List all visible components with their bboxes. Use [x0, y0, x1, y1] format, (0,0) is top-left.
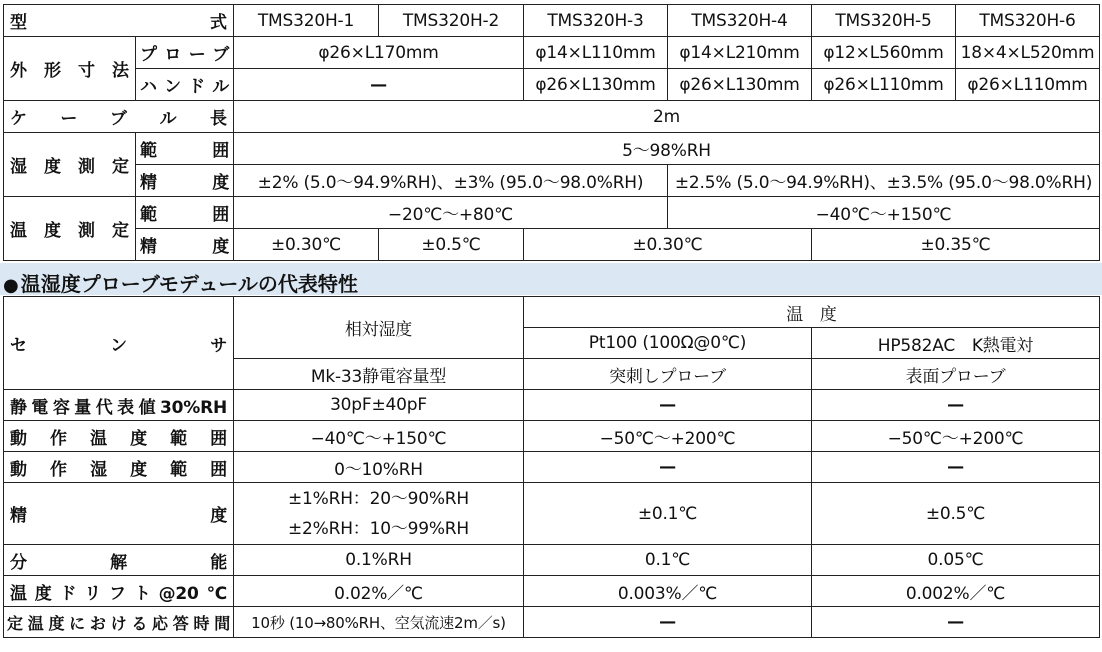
- handle-label: ハンドル: [136, 69, 234, 101]
- probe-h6: 18×4×L520mm: [956, 37, 1100, 69]
- hp582-cell: —: [812, 607, 1100, 638]
- table-row: [4, 452, 1100, 483]
- humidity-range-row: [4, 133, 1100, 165]
- cable-label: ケーブル長: [4, 101, 234, 133]
- outer-dims-label: 外形寸法: [4, 37, 136, 101]
- probe-row: [4, 37, 1100, 69]
- table-row: [4, 545, 1100, 576]
- row-label: 定温度における応答時間: [4, 607, 234, 638]
- probe-label: プローブ: [136, 37, 234, 69]
- characteristics-table: [3, 296, 1100, 638]
- hp582-cell: —: [812, 390, 1100, 421]
- probe-h12: φ26×L170mm: [234, 37, 524, 69]
- hp582-cell: —: [812, 452, 1100, 483]
- temp-accuracy-h56: ±0.35℃: [812, 229, 1100, 261]
- spec-table: [3, 4, 1100, 261]
- humidity-range-label: 範 囲: [136, 133, 234, 165]
- row-label: 動作温度範囲: [4, 421, 234, 452]
- handle-h4: φ26×L130mm: [668, 69, 812, 101]
- handle-h6: φ26×L110mm: [956, 69, 1100, 101]
- temp-range-right: −40℃〜+150℃: [668, 197, 1100, 229]
- humidity-cell: [234, 483, 524, 545]
- temp-accuracy-label: 精 度: [136, 229, 234, 261]
- model-row: [4, 5, 1100, 37]
- handle-h12: —: [234, 69, 524, 101]
- humidity-cell: 30pF±40pF: [234, 390, 524, 421]
- row-label: 分解能: [4, 545, 234, 576]
- hp582-header: HP582AC K熱電対: [812, 328, 1100, 359]
- humidity-accuracy-line-1: ±1%RH：20〜90%RH: [287, 488, 470, 509]
- model-h6: TMS320H-6: [956, 5, 1100, 37]
- section-title-text: 温湿度プローブモデュールの代表特性: [20, 272, 358, 296]
- sensor-label: センサ: [4, 297, 234, 390]
- probe-h5: φ12×L560mm: [812, 37, 956, 69]
- humidity-label: 湿度測定: [4, 133, 136, 197]
- model-h2: TMS320H-2: [379, 5, 524, 37]
- pt100-cell: —: [524, 390, 812, 421]
- humidity-accuracy-left: ±2% (5.0〜94.9%RH)、±3% (95.0〜98.0%RH): [234, 165, 668, 197]
- hp582-cell: ±0.5℃: [812, 483, 1100, 545]
- bullet-icon: ●: [3, 275, 19, 296]
- humidity-accuracy-line-2: ±2%RH：10〜99%RH: [287, 518, 470, 539]
- temp-accuracy-h2: ±0.5℃: [379, 229, 524, 261]
- probe-h3: φ14×L110mm: [524, 37, 668, 69]
- handle-h5: φ26×L110mm: [812, 69, 956, 101]
- pt100-cell: −50℃〜+200℃: [524, 421, 812, 452]
- cable-row: [4, 101, 1100, 133]
- model-h4: TMS320H-4: [668, 5, 812, 37]
- handle-h3: φ26×L130mm: [524, 69, 668, 101]
- model-h1: TMS320H-1: [234, 5, 379, 37]
- mk33-header: Mk-33静電容量型: [234, 359, 524, 390]
- humidity-cell: 0.1%RH: [234, 545, 524, 576]
- hp582-cell: 0.002%／℃: [812, 576, 1100, 607]
- row-label: 静電容量代表値30%RH: [4, 390, 234, 421]
- humidity-accuracy-label: 精 度: [136, 165, 234, 197]
- rel-humidity-header: 相対湿度: [234, 297, 524, 359]
- temp-range-left: −20℃〜+80℃: [234, 197, 668, 229]
- temperature-header: 温 度: [524, 297, 1100, 328]
- temp-range-label: 範 囲: [136, 197, 234, 229]
- temp-accuracy-h1: ±0.30℃: [234, 229, 379, 261]
- model-h3: TMS320H-3: [524, 5, 668, 37]
- temp-accuracy-h34: ±0.30℃: [524, 229, 812, 261]
- model-h5: TMS320H-5: [812, 5, 956, 37]
- pt100-cell: 0.003%／℃: [524, 576, 812, 607]
- table-row: [4, 576, 1100, 607]
- probe-h4: φ14×L210mm: [668, 37, 812, 69]
- surface-probe-header: 表面プローブ: [812, 359, 1100, 390]
- humidity-cell: 0.02%／℃: [234, 576, 524, 607]
- table-row: [4, 607, 1100, 638]
- humidity-cell: 10秒 (10→80%RH、空気流速2m／s): [234, 607, 524, 638]
- pt100-cell: 0.1℃: [524, 545, 812, 576]
- char-header-row-1: [4, 297, 1100, 328]
- pt100-cell: ±0.1℃: [524, 483, 812, 545]
- temp-accuracy-row: [4, 229, 1100, 261]
- humidity-range-value: 5〜98%RH: [234, 133, 1100, 165]
- table-row: [4, 390, 1100, 421]
- hp582-cell: 0.05℃: [812, 545, 1100, 576]
- row-label: 精 度: [4, 483, 234, 545]
- temp-label: 温度測定: [4, 197, 136, 261]
- humidity-accuracy-row: [4, 165, 1100, 197]
- hp582-cell: −50℃〜+200℃: [812, 421, 1100, 452]
- cable-value: 2m: [234, 101, 1100, 133]
- row-label: 動作湿度範囲: [4, 452, 234, 483]
- pt100-header: Pt100 (100Ω@0℃): [524, 328, 812, 359]
- humidity-accuracy-right: ±2.5% (5.0〜94.9%RH)、±3.5% (95.0〜98.0%RH): [668, 165, 1100, 197]
- model-label: 型 式: [4, 5, 234, 37]
- piercing-probe-header: 突刺しプローブ: [524, 359, 812, 390]
- row-label: 温度ドリフト@20℃: [4, 576, 234, 607]
- pt100-cell: —: [524, 452, 812, 483]
- humidity-cell: 0〜10%RH: [234, 452, 524, 483]
- temp-range-row: [4, 197, 1100, 229]
- handle-row: [4, 69, 1100, 101]
- section-title: [3, 268, 358, 297]
- pt100-cell: —: [524, 607, 812, 638]
- table-row: [4, 421, 1100, 452]
- humidity-cell: −40℃〜+150℃: [234, 421, 524, 452]
- table-row: [4, 483, 1100, 545]
